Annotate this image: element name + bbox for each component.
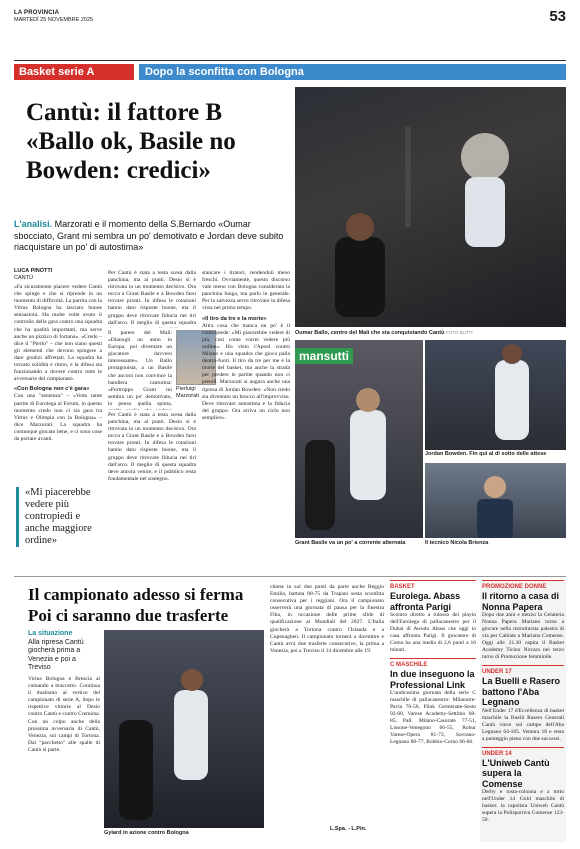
column-text: chiese in sul due punti da parte anche Reggio Emilia, battuta 88-75 da Trapani sesta sconfitta consecutiva per i reggiani. Ora il campionato osserverà una giornata di pausa per la finestra Fiba, in occasione delle prime sfide di qualificazione ai Mondiali del 2027. L'Italia giocherà a Tortona contro l'Islanda e a Copenaghen. Il campionato tornerà a dicembre e Cantù avrà due trasferte consecutive, la prima a Venezia, poi a Treviso il 14 dicembre alle 19. (270, 584, 384, 654)
headline-line: Bowden: credici» (26, 157, 211, 184)
pull-quote: «Mi piacerebbe vedere più contropiedi e anche maggiore ordine» (16, 487, 101, 547)
photo-gyiard (104, 630, 264, 828)
column-text: «Fa sicuramente piacere vedere Cantù che spinge e che si riprende in un momento di difficoltà. La partita con la Virtus Bologna ha lasciato buone sensazioni. Ha molte volte avuto il controllo della gara contro una squadra che ha qualità importanti, ma serve anche un pizzico di fortuna». «Credo – dice il "Pierlo" – che non siano questi gli elementi che devono spingere a dare giudizi affrettati. La squadra ha trovato solidità e ritmo, e la difesa sta funzionando a dovere contro tutte le avversarie del campionato. (14, 284, 102, 383)
headline-line: Poi ci saranno due trasferte (28, 606, 229, 625)
lead-paragraph (14, 219, 292, 254)
photo-caption: Jordan Bowden. Fin qui al di sotto delle attese (425, 451, 547, 457)
issue-date: MARTEDÌ 25 NOVEMBRE 2025 (14, 17, 94, 23)
photo-brienza (425, 463, 566, 538)
brief-title: La Buelli e Rasero battono l'Aba Legnano (482, 676, 561, 707)
second-kicker: La situazione (28, 630, 73, 637)
brief-kicker: UNDER 14 (482, 747, 564, 758)
author: LUCA PINOTTI (14, 268, 53, 274)
header-rule (14, 60, 566, 61)
dunk-illustration (295, 87, 566, 327)
article-column-2b (108, 412, 196, 572)
photo-bowden (425, 340, 566, 450)
section-divider (14, 576, 566, 577)
lead-text: Marzorati e il momento della S.Bernardo «Oumar sbocciato, Grant mi sembra un po' demotivato e Jordan deve subito riacquistare un po' di autostima» (14, 219, 284, 252)
brief-title: L'Uniweb Cantù supera la Comense (482, 757, 550, 789)
brief-title: In due inseguono la Professional Link (390, 669, 475, 690)
article-column-1 (14, 284, 102, 480)
main-headline (26, 98, 291, 185)
article-column-3 (202, 270, 290, 572)
briefs-column-left (390, 580, 476, 842)
bowden-illustration (425, 340, 566, 450)
photo-caption (295, 329, 566, 337)
page-number: 53 (549, 8, 566, 25)
brief-body: Nell'Under 17 d'Eccellenza di basket maschile la Buelli Rasero Generali Cantù vince sul campo dell'Aba Legnano 64-105. Ventura 18 e resta a punteggio pieno con due successi. (482, 707, 564, 742)
column-text: Per Cantù è stata a testa scesa dalla panchina, ma ai punti. Desio si è ritrovata in un momento decisivo. Ora tocca a Grant Basile e a Bowden farsi trovare pronti. In difesa le rotazioni hanno dato risposte buone, ma il gruppo deve ritrovare fiducia nei tiri dall'arco. Il meglio di questa squadra (108, 270, 196, 326)
gyiard-illustration (104, 630, 264, 828)
article-column-2 (108, 270, 196, 328)
column-text: Per Cantù è stata a testa scesa dalla panchina, ma ai punti. Desio si è ritrovata in un momento decisivo. Ora tocca a Grant Basile e a Bowden farsi trovare pronti. In difesa le rotazioni hanno dato risposte buone, ma il gruppo deve ritrovare fiducia nei tiri dall'arco. Il meglio di questa squadra deve ancora venire, e il pubblico resta fondamentale nel sostegno. (108, 412, 196, 482)
coach-illustration (425, 463, 566, 538)
brief-title: Eurolega. Abass affronta Parigi (390, 591, 461, 612)
brief-body: Scontro diretto a ridosso dei playin dell'Eurolega di pallacanestro per il Dubai di Awudu Abass che oggi in casa affronta Parigi. Il giocatore di Como ha una media di 2,6 punti a 16 minuti. (390, 612, 476, 653)
paper-name: LA PROVINCIA (14, 10, 60, 16)
headline-line: Cantù: il fattore B (26, 99, 223, 126)
column-text: Altra cosa che manca un po' è il contropiede: «Mi piacerebbe vedere di più, così come vorrei vedere più ordine». Ho visto l'Apoel contro Milano e una squadra che gioca palla dentro-fuori. Il tiro da tre per me è la morte del basket, ma anche la strada per perdere le partite quando non ci prendi. Marzorati si augura anche una ripresa di Jordan Bowden: «Non credo sia diventato un brocco all'improvviso. Deve ritrovare autostima e la fiducia del gruppo. Ora arriva un ciclo non semplice». (202, 322, 290, 421)
photo-caption: Il tecnico Nicola Brienza (425, 540, 489, 546)
dateline: CANTÙ (14, 275, 33, 281)
brief-kicker: C MASCHILE (390, 658, 476, 669)
column-subhead: «Il tiro da tre e la morte» (202, 315, 267, 322)
brief-body: L'undicesima giornata della serie C maschile di pallacanestro: Milanotre-Pavia 70-56, Flink Cermenate-Sesto 92-68, Varese Academy-Settimo 68-85, Pall. Milano-Casorate 77-51, Lissone-Venegono 66-55, Robur Varese-Opera 81-73, Sovrano-Legnano 80-77, Robbio-Corno 66-66. (390, 690, 476, 745)
column-text: Virtus Bologna e Brescia al comando a braccetto. Continua il dualismo al vertice del campionato di serie A, dopo le rispettive vittorie al Desio contro Cantù e contro Cremona. Con un colpo anche della prossima avversaria di Cantù, Venezia, sui campi di Tortona. Dal "pacchetto" alle spalle di Cantù si parte. (28, 676, 100, 753)
second-column-2 (270, 584, 384, 822)
photo-basile (295, 340, 423, 538)
brief-kicker: PROMOZIONE DONNE (482, 580, 564, 591)
basile-illustration (295, 340, 423, 538)
photo-ballo-dunk (295, 87, 566, 327)
second-column-1 (28, 676, 100, 836)
section-subtitle: Dopo la sconfitta con Bologna (139, 64, 566, 80)
column-subhead: «Con Bologna non c'è gara» (14, 386, 90, 393)
column-text: Il parere del Mali: «Dianogli un anno in Europa, poi diventare un giocatore davvero interessante». Un Ballo protagonista, a un Basile che ancora non convince la bandiera canturina: «Purtroppo Grant mi sembra un po' demotivato, lo penso quella spinta, (108, 330, 172, 407)
briefs-column-right (480, 580, 566, 842)
second-sub: Alla ripresa Cantù giocherà prima a Venezia e poi a Treviso (28, 638, 84, 671)
photo-credit: FOTO BUTTI (445, 330, 473, 335)
column-text: Con una "sentenza" – «Vedo tante partite di Eurolega al Forum, in questo momento credo non ci sia gara tra Virtus e Olimpia con la Bologna» – dice Marzorati. La squadra ha comunque giocato bene, e ci sono cose da portare avanti. (14, 393, 102, 442)
column-text: stancare i tiratori, rendendoli meno freschi. Ovviamente, questo discorso vale meno con Bologna considerata la panchina lunga, ma parlo in generale. Per la salvezza serve ritrovare la difesa vista nel primo tempo. (202, 270, 290, 312)
byline (14, 268, 52, 282)
headline-line: Il campionato adesso si ferma (28, 585, 244, 604)
headline-line: «Ballo ok, Basile no (26, 128, 236, 155)
article-column-2-wrap (108, 330, 172, 410)
brief-title: Il ritorno a casa di Nonna Papera (482, 591, 560, 612)
brief-body: Derby e tosta-colonna e a torto nell'Under 14 Gold maschile di basket: la capolista Uniweb Cantù supera la Polisportiva Comense 123-50. (482, 789, 564, 823)
lead-kicker: L'analisi. (14, 219, 53, 229)
sponsor-banner: mansutti (295, 348, 353, 364)
second-summary (28, 630, 98, 673)
brief-kicker: UNDER 17 (482, 665, 564, 676)
portrait-caption: Pierluigi Marzorati (176, 386, 199, 399)
photo-caption: Gyiard in azione contro Bologna (104, 830, 189, 836)
photo-caption: Grant Basile va un po' a corrente alternata (295, 540, 406, 546)
caption-text: Oumar Ballo, centro del Mali che sta conquistando Cantù (295, 330, 445, 336)
section-label: Basket serie A (14, 64, 134, 80)
masthead (14, 10, 93, 24)
second-signature: L.Spa. - L.Pin. (330, 826, 367, 832)
brief-kicker: BASKET (390, 580, 476, 591)
brief-body: Dopo due anni e mezzo la Gelateria Nonna Papera Mariano torna a giocare nella ristrutturata palestra di via per Cabiate a Mariano Comense. Oggi alle 21.30 ospita il Basket Academy Ticino Novara nel terzo turno di Promozione femminile. (482, 612, 564, 660)
